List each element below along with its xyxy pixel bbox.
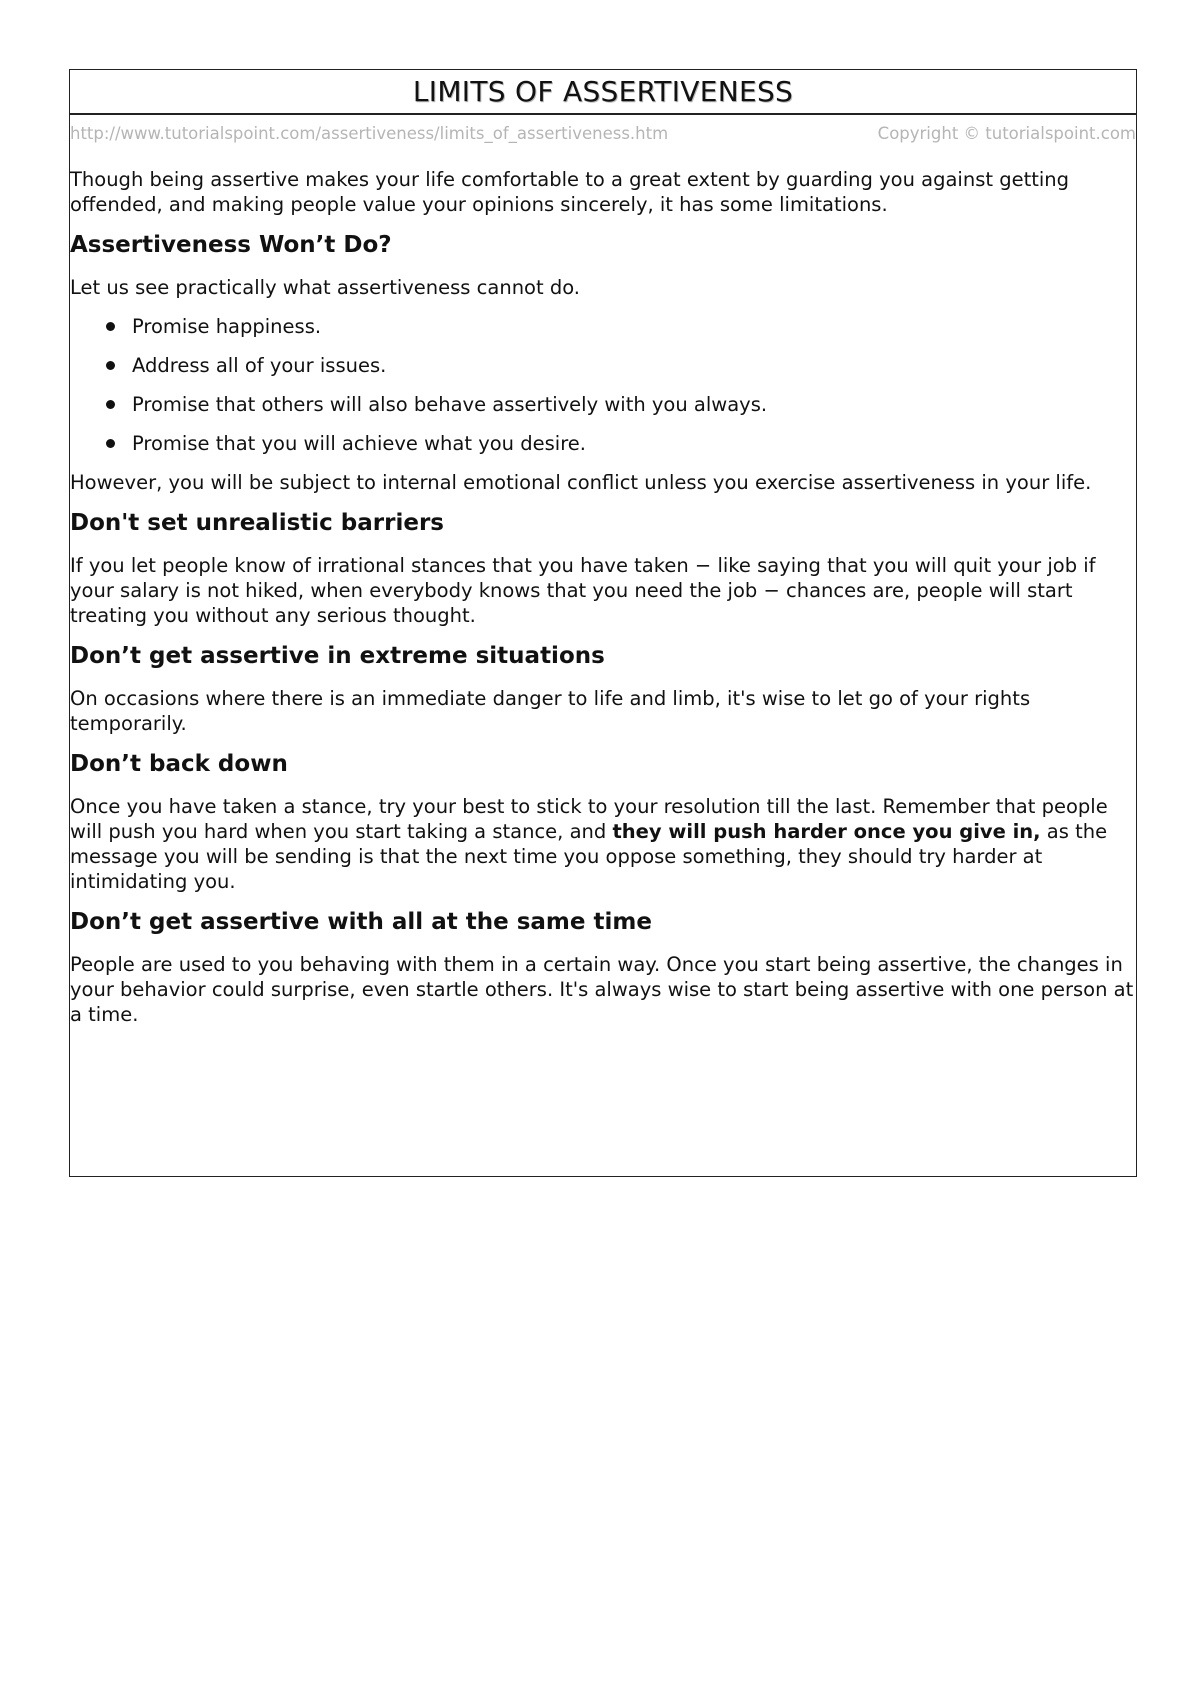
list-item: [132, 392, 1136, 417]
list-item-text: Promise that others will also behave assertively with you always.: [132, 393, 768, 416]
copyright-notice: Copyright © tutorialspoint.com: [877, 123, 1136, 143]
page-title: LIMITS OF ASSERTIVENESS: [412, 75, 794, 108]
title-bar: [70, 70, 1136, 115]
paragraph-text-start: Once you have taken a stance, try your best to stick to your resolution till the last. Remember that people will push you hard when you start taking a stance, and: [70, 795, 1108, 843]
list-item-text: Promise happiness.: [132, 315, 322, 338]
section-heading-all-at-once: Don’t get assertive with all at the same time: [70, 909, 652, 935]
section-heading-unrealistic-barriers: Don't set unrealistic barriers: [70, 510, 444, 536]
list-item-text: Promise that you will achieve what you desire.: [132, 432, 586, 455]
intro-paragraph: Though being assertive makes your life comfortable to a great extent by guarding you against getting offended, and making people value your opinions sincerely, it has some limitations.: [70, 168, 1070, 216]
section-paragraph-all-at-once: People are used to you behaving with them in a certain way. Once you start being assertive, the changes in your behavior could surprise, even startle others. It's always wise to start being assertive with one person at a time.: [70, 953, 1134, 1026]
list-item: [132, 314, 1136, 339]
limitations-list: [70, 314, 1136, 456]
bullet-icon: [106, 400, 115, 409]
emphasized-text: they will push harder once you give in,: [612, 820, 1041, 843]
list-item: [132, 353, 1136, 378]
paragraph-text-end: as the message you will be sending is that the next time you oppose something, they should try harder at intimidating you.: [70, 820, 1108, 893]
meta-row: [70, 115, 1136, 151]
section-heading-back-down: Don’t back down: [70, 751, 288, 777]
source-url-link[interactable]: http://www.tutorialspoint.com/assertiveness/limits_of_assertiveness.htm: [70, 123, 669, 143]
bullet-icon: [106, 439, 115, 448]
section-paragraph-extreme-situations: On occasions where there is an immediate danger to life and limb, it's wise to let go of your rights temporarily.: [70, 687, 1031, 735]
list-item: [132, 431, 1136, 456]
section-heading-wont-do: Assertiveness Won’t Do?: [70, 232, 392, 258]
bullet-icon: [106, 322, 115, 331]
section-lead-paragraph: Let us see practically what assertiveness cannot do.: [70, 276, 580, 299]
list-item-text: Address all of your issues.: [132, 354, 387, 377]
section-paragraph-unrealistic-barriers: If you let people know of irrational stances that you have taken − like saying that you will quit your job if your salary is not hiked, when everybody knows that you need the job − chances are, people will start treating you without any serious thought.: [70, 554, 1096, 627]
article-body: [70, 151, 1136, 1027]
bullet-icon: [106, 361, 115, 370]
section-closing-paragraph: However, you will be subject to internal emotional conflict unless you exercise assertiveness in your life.: [70, 471, 1092, 494]
document-frame: [69, 69, 1137, 1177]
section-heading-extreme-situations: Don’t get assertive in extreme situations: [70, 643, 605, 669]
section-paragraph-back-down: [70, 794, 1136, 894]
